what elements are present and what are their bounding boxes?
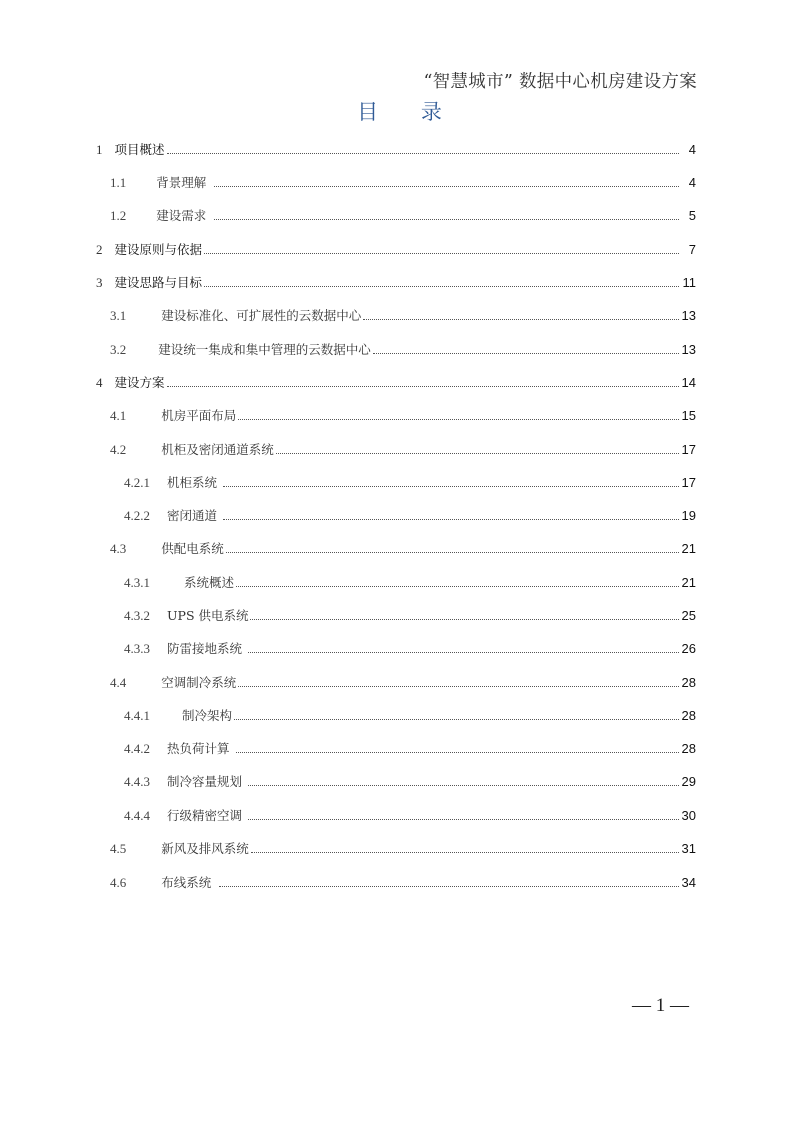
- toc-entry[interactable]: [110, 406, 696, 426]
- dot-leader: [236, 586, 679, 587]
- toc-entry-number: 1.2: [110, 208, 127, 223]
- toc-entry-label: UPS 供电系统: [167, 608, 249, 623]
- toc-entry[interactable]: [110, 340, 696, 360]
- toc-entry-page: 28: [681, 708, 696, 723]
- dot-leader: [223, 486, 679, 487]
- dot-leader: [276, 453, 679, 454]
- toc-entry-number: 3.2: [110, 342, 127, 357]
- toc-entry-number: 4.3: [110, 541, 127, 556]
- toc-entry[interactable]: [124, 706, 696, 726]
- toc-entry-page: 21: [681, 575, 696, 590]
- toc-entry-number: 2: [96, 242, 103, 257]
- dot-leader: [204, 253, 679, 254]
- page-number: — 1 —: [632, 995, 689, 1016]
- toc-entry[interactable]: [96, 140, 696, 160]
- toc-entry[interactable]: [110, 873, 696, 893]
- toc-entry-label: 防雷接地系统: [167, 641, 243, 656]
- toc-entry-label: 系统概述: [184, 575, 235, 590]
- toc-entry-number: 3.1: [110, 308, 127, 323]
- toc-entry-page: 13: [681, 308, 696, 323]
- toc-entry-label: 建设思路与目标: [114, 275, 203, 290]
- toc-entry[interactable]: [124, 573, 696, 593]
- dot-leader: [219, 886, 679, 887]
- toc-entry[interactable]: [110, 306, 696, 326]
- toc-entry-number: 4.4.2: [124, 741, 150, 756]
- toc-entry-number: 4.4.4: [124, 808, 150, 823]
- toc-entry-number: 4.3.1: [124, 575, 150, 590]
- toc-entry-page: 17: [681, 442, 696, 457]
- toc-entry-page: 25: [681, 608, 696, 623]
- toc-entry-label: 建设需求: [156, 208, 207, 223]
- toc-entry-number: 1.1: [110, 175, 127, 190]
- toc-entry[interactable]: [124, 739, 696, 759]
- toc-entry-page: 15: [681, 408, 696, 423]
- toc-entry-label: 建设方案: [114, 375, 165, 390]
- toc-entry[interactable]: [110, 539, 696, 559]
- toc-entry-number: 4.1: [110, 408, 127, 423]
- toc-entry-label: 密闭通道: [167, 508, 218, 523]
- toc-entry-label: 供配电系统: [161, 541, 224, 556]
- toc-entry-label: 项目概述: [114, 142, 165, 157]
- toc-entry-label: 空调制冷系统: [161, 675, 237, 690]
- toc-entry-page: 21: [681, 541, 696, 556]
- toc-entry[interactable]: [96, 373, 696, 393]
- toc-entry-label: 行级精密空调: [167, 808, 243, 823]
- dot-leader: [223, 519, 679, 520]
- toc-entry-number: 3: [96, 275, 103, 290]
- dot-leader: [226, 552, 679, 553]
- dot-leader: [250, 619, 679, 620]
- toc-entry-label: 建设标准化、可扩展性的云数据中心: [161, 308, 362, 323]
- toc-entry[interactable]: [124, 639, 696, 659]
- toc-entry-number: 4.2.1: [124, 475, 150, 490]
- toc-entry-page: 7: [688, 242, 696, 257]
- dot-leader: [373, 353, 679, 354]
- toc-entry[interactable]: [110, 173, 696, 193]
- toc-entry-page: 5: [688, 208, 696, 223]
- toc-entry[interactable]: [124, 772, 696, 792]
- toc-entry[interactable]: [110, 839, 696, 859]
- dot-leader: [248, 652, 679, 653]
- dot-leader: [238, 686, 679, 687]
- toc-entry-page: 11: [682, 275, 696, 290]
- toc-entry-page: 31: [681, 841, 696, 856]
- dot-leader: [363, 319, 679, 320]
- toc-entry-number: 4.5: [110, 841, 127, 856]
- toc-entry-number: 1: [96, 142, 103, 157]
- toc-entry-label: 新风及排风系统: [161, 841, 249, 856]
- toc-entry-label: 制冷容量规划: [167, 774, 243, 789]
- toc-entry-label: 建设原则与依据: [114, 242, 203, 257]
- toc-entry-label: 背景理解: [156, 175, 207, 190]
- dot-leader: [234, 719, 679, 720]
- toc-entry[interactable]: [124, 806, 696, 826]
- toc-entry-label: 机房平面布局: [161, 408, 237, 423]
- toc-entry-number: 4: [96, 375, 103, 390]
- toc-entry-label: 热负荷计算: [167, 741, 230, 756]
- toc-entry-number: 4.4: [110, 675, 127, 690]
- toc-entry-number: 4.2.2: [124, 508, 150, 523]
- dot-leader: [251, 852, 679, 853]
- toc-heading: 目 录: [357, 100, 460, 124]
- toc-entry-label: 制冷架构: [182, 708, 233, 723]
- toc-entry[interactable]: [110, 673, 696, 693]
- toc-entry[interactable]: [96, 240, 696, 260]
- toc-entry[interactable]: [124, 506, 696, 526]
- dot-leader: [248, 819, 679, 820]
- dot-leader: [204, 286, 679, 287]
- toc-entry-page: 26: [681, 641, 696, 656]
- toc-entry-page: 4: [688, 142, 696, 157]
- toc-entry-page: 34: [681, 875, 696, 890]
- dot-leader: [214, 186, 679, 187]
- toc-entry-page: 4: [688, 175, 696, 190]
- toc-entry-label: 建设统一集成和集中管理的云数据中心: [158, 342, 371, 357]
- toc-entry-number: 4.6: [110, 875, 127, 890]
- toc-entry-page: 29: [681, 774, 696, 789]
- toc-entry-number: 4.3.3: [124, 641, 150, 656]
- dot-leader: [167, 153, 679, 154]
- toc-entry-page: 19: [681, 508, 696, 523]
- dot-leader: [214, 219, 679, 220]
- toc-entry-page: 13: [681, 342, 696, 357]
- toc-entry-label: 布线系统: [161, 875, 212, 890]
- toc-entry-label: 机柜系统: [167, 475, 218, 490]
- toc-entry[interactable]: [110, 440, 696, 460]
- toc-entry[interactable]: [96, 273, 696, 293]
- toc-entry-page: 14: [681, 375, 696, 390]
- toc-entry-number: 4.4.3: [124, 774, 150, 789]
- toc-entry[interactable]: [124, 606, 696, 626]
- toc-entry[interactable]: [110, 206, 696, 226]
- dot-leader: [248, 785, 679, 786]
- toc-entry-page: 30: [681, 808, 696, 823]
- dot-leader: [236, 752, 679, 753]
- dot-leader: [238, 419, 679, 420]
- toc-entry-label: 机柜及密闭通道系统: [161, 442, 274, 457]
- toc-entry-number: 4.4.1: [124, 708, 150, 723]
- toc-entry-page: 28: [681, 675, 696, 690]
- toc-entry[interactable]: [124, 473, 696, 493]
- toc-entry-number: 4.2: [110, 442, 127, 457]
- dot-leader: [167, 386, 679, 387]
- toc-entry-number: 4.3.2: [124, 608, 150, 623]
- toc-entry-page: 28: [681, 741, 696, 756]
- toc-entry-page: 17: [681, 475, 696, 490]
- document-header-title: “智慧城市” 数据中心机房建设方案: [423, 72, 697, 92]
